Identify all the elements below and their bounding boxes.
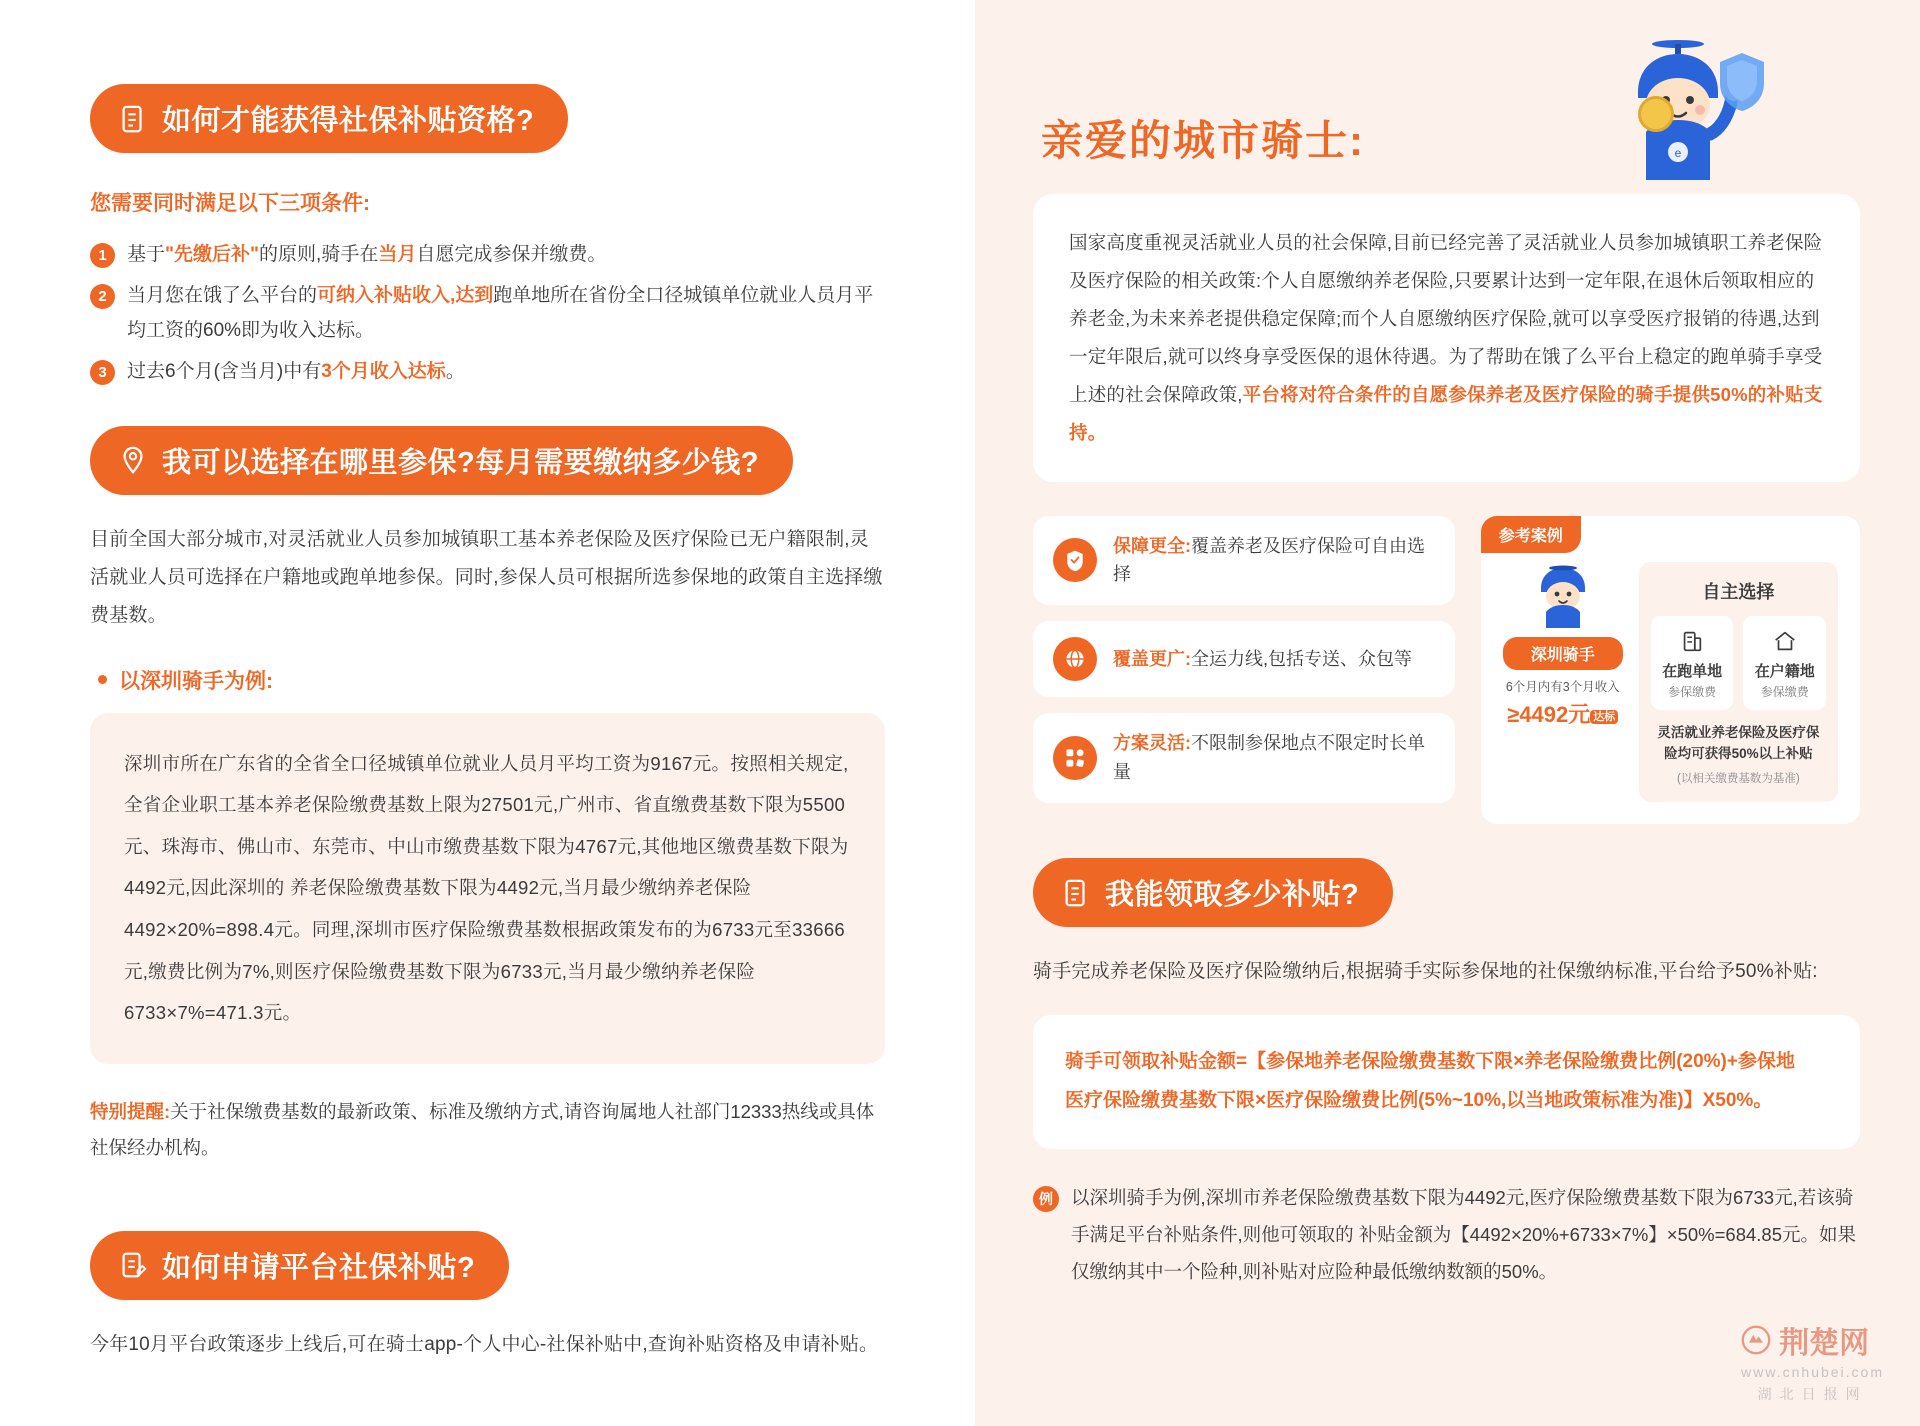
reference-case-card [1481,516,1860,825]
condition-text: 当月您在饿了么平台的可纳入补贴收入,达到跑单地所在省份全口径城镇单位就业人员月平均工资的60%即为收入达标。 [127,285,874,342]
document-icon [118,104,148,134]
shenzhen-example-label: 以深圳骑手为例: [119,669,273,693]
condition-item [90,354,885,389]
right-column [975,0,1920,1426]
feature-text: 覆盖更广:全运力线,包括专送、众包等 [1113,648,1412,669]
case-rider-amount: ≥4492元 达标 [1503,698,1623,729]
heading-how-to-apply-label: 如何申请平台社保补贴? [162,1251,476,1284]
intro-text: 国家高度重视灵活就业人员的社会保障,目前已经完善了灵活就业人员参加城镇职工养老保险及医疗保险的相关政策:个人自愿缴纳养老保险,只要累计达到一定年限,在退休后领取相应的养老金,为未来养老提供稳定保障;而个人自愿缴纳医疗保险,就可以享受医疗报销的待遇,达到一定年限后,就可以终身享受医保的退休待遇。为了帮助在饿了么平台上稳定的跑单骑手享受上述的社会保障政策, [1069,232,1823,405]
feature-item [1033,621,1455,697]
qualification-lead: 您需要同时满足以下三项条件: [90,192,370,215]
example-text: 以深圳骑手为例,深圳市养老保险缴费基数下限为4492元,医疗保险缴费基数下限为6733元,若该骑手满足平台补贴条件,则他可领取的 补贴金额为【4492×20%+6733×7%】×50%=684.85元。如果仅缴纳其中一个险种,则补贴对应险种最低缴纳数额的50%。 [1071,1186,1856,1282]
page-title: 亲爱的城市骑士: [1041,117,1365,164]
choice-home-location-name: 在户籍地 [1754,662,1815,680]
choice-home-location [1743,616,1826,710]
special-reminder-label: 特别提醒: [90,1100,171,1122]
globe-icon [1053,637,1097,681]
apply-icon [118,1250,148,1280]
feature-text: 方案灵活:不限制参保地点不限定时长单量 [1113,733,1425,782]
choice-home-location-sub: 参保缴费 [1760,684,1809,699]
condition-number: 3 [90,360,115,385]
condition-text: 基于"先缴后补"的原则,骑手在当月自愿完成参保并缴费。 [127,244,607,265]
case-rider-condition: 6个月内有3个月收入 [1505,679,1620,694]
features-list [1033,516,1455,825]
watermark [1741,1318,1884,1404]
example-badge: 例 [1033,1186,1059,1212]
condition-number: 2 [90,284,115,309]
case-note: 灵活就业养老保险及医疗保险均可获得50%以上补贴 (以相关缴费基数为基准) [1651,722,1826,789]
feature-item [1033,713,1455,803]
where-insure-paragraph: 目前全国大部分城市,对灵活就业人员参加城镇职工基本养老保险及医疗保险已无户籍限制,灵活就业人员可选择在户籍地或跑单地参保。同时,参保人员可根据所选参保地的政策自主选择缴费基数。 [90,528,883,626]
choice-work-location [1651,616,1734,710]
case-rider [1503,562,1623,803]
watermark-url: www.cnhubei.com [1741,1364,1884,1380]
coin-icon [1638,96,1674,132]
shenzhen-example-box: 深圳市所在广东省的全省全口径城镇单位就业人员月平均工资为9167元。按照相关规定,全省企业职工基本养老保险缴费基数上限为27501元,广州市、省直缴费基数下限为5500元、珠海市、佛山市、东莞市、中山市缴费基数下限为4767元,其他地区缴费基数下限为4492元,因此深圳的 养老保险缴费基数下限为4492元,当月最少缴纳养老保险4492×20%=898.4元。同理,深圳市医疗保险缴费基数根据政策发布的为6733元至33666元,缴费比例为7%,则医疗保险缴费基数下限为6733元,当月最少缴纳养老保险6733×7%=471.3元。 [90,713,885,1064]
choice-work-location-sub: 参保缴费 [1668,684,1717,699]
heading-how-to-apply [90,1231,509,1300]
heading-where-insure-label: 我可以选择在哪里参保?每月需要缴纳多少钱? [162,446,759,479]
condition-item [90,278,885,348]
subsidy-formula [1033,1015,1860,1149]
building-icon [1655,626,1730,656]
condition-number: 1 [90,243,115,268]
features-and-case [1033,516,1860,825]
intro-card [1033,194,1860,482]
case-choice-row [1651,616,1826,710]
feature-text: 保障更全:覆盖养老及医疗保险可自由选择 [1113,535,1425,585]
condition-item [90,237,885,272]
intro-highlight: 平台将对符合条件的自愿参保养老及医疗保险的骑手提供50%的补贴支持。 [1069,383,1823,443]
case-choice-panel [1639,562,1838,803]
choice-work-location-name: 在跑单地 [1662,662,1723,680]
heading-subsidy-amount-label: 我能领取多少补贴? [1105,879,1360,912]
feature-item [1033,516,1455,606]
condition-text: 过去6个月(含当月)中有3个月收入达标。 [127,361,465,383]
heading-where-insure [90,426,793,495]
svg-text:e: e [1674,146,1682,160]
case-rider-name: 深圳骑手 [1503,637,1623,670]
blocks-icon [1053,736,1097,780]
home-icon [1747,626,1822,656]
subsidy-paragraph: 骑手完成养老保险及医疗保险缴纳后,根据骑手实际参保地的社保缴纳标准,平台给予50%补贴: [1033,961,1818,983]
rider-avatar-icon [1523,562,1603,628]
heading-qualification [90,84,568,153]
subsidy-example [1033,1179,1860,1290]
case-note-sub: (以相关缴费基数为基准) [1677,772,1800,785]
rider-mascot-illustration [1560,30,1770,180]
shield-icon [1053,538,1097,582]
location-icon [118,445,148,475]
reference-case-tag: 参考案例 [1481,516,1581,553]
shenzhen-example-heading [98,665,885,695]
watermark-icon [1741,1325,1771,1355]
bullet-dot-icon [98,675,107,684]
special-reminder-text: 关于社保缴费基数的最新政策、标准及缴纳方式,请咨询属地人社部门12333热线或具体社保经办机构。 [90,1100,875,1158]
case-choice-title: 自主选择 [1702,581,1775,602]
formula-line-2: 医疗保险缴费基数下限×医疗保险缴费比例(5%~10%,以当地政策标准为准)】X50%。 [1065,1090,1773,1112]
document-icon [1061,878,1091,908]
watermark-name: 荆楚网 [1779,1327,1870,1360]
special-reminder [90,1094,885,1166]
shield-decoration-icon [1714,50,1770,114]
how-to-apply-paragraph: 今年10月平台政策逐步上线后,可在骑士app-个人中心-社保补贴中,查询补贴资格及申请补贴。 [90,1333,879,1355]
watermark-sub: 湖北日报网 [1757,1386,1868,1402]
watermark-logo [1741,1318,1884,1362]
formula-line-1: 骑手可领取补贴金额=【参保地养老保险缴费基数下限×养老保险缴费比例(20%)+参保地 [1065,1051,1795,1073]
heading-qualification-label: 如何才能获得社保补贴资格? [162,105,535,137]
heading-subsidy-amount [1033,858,1393,927]
